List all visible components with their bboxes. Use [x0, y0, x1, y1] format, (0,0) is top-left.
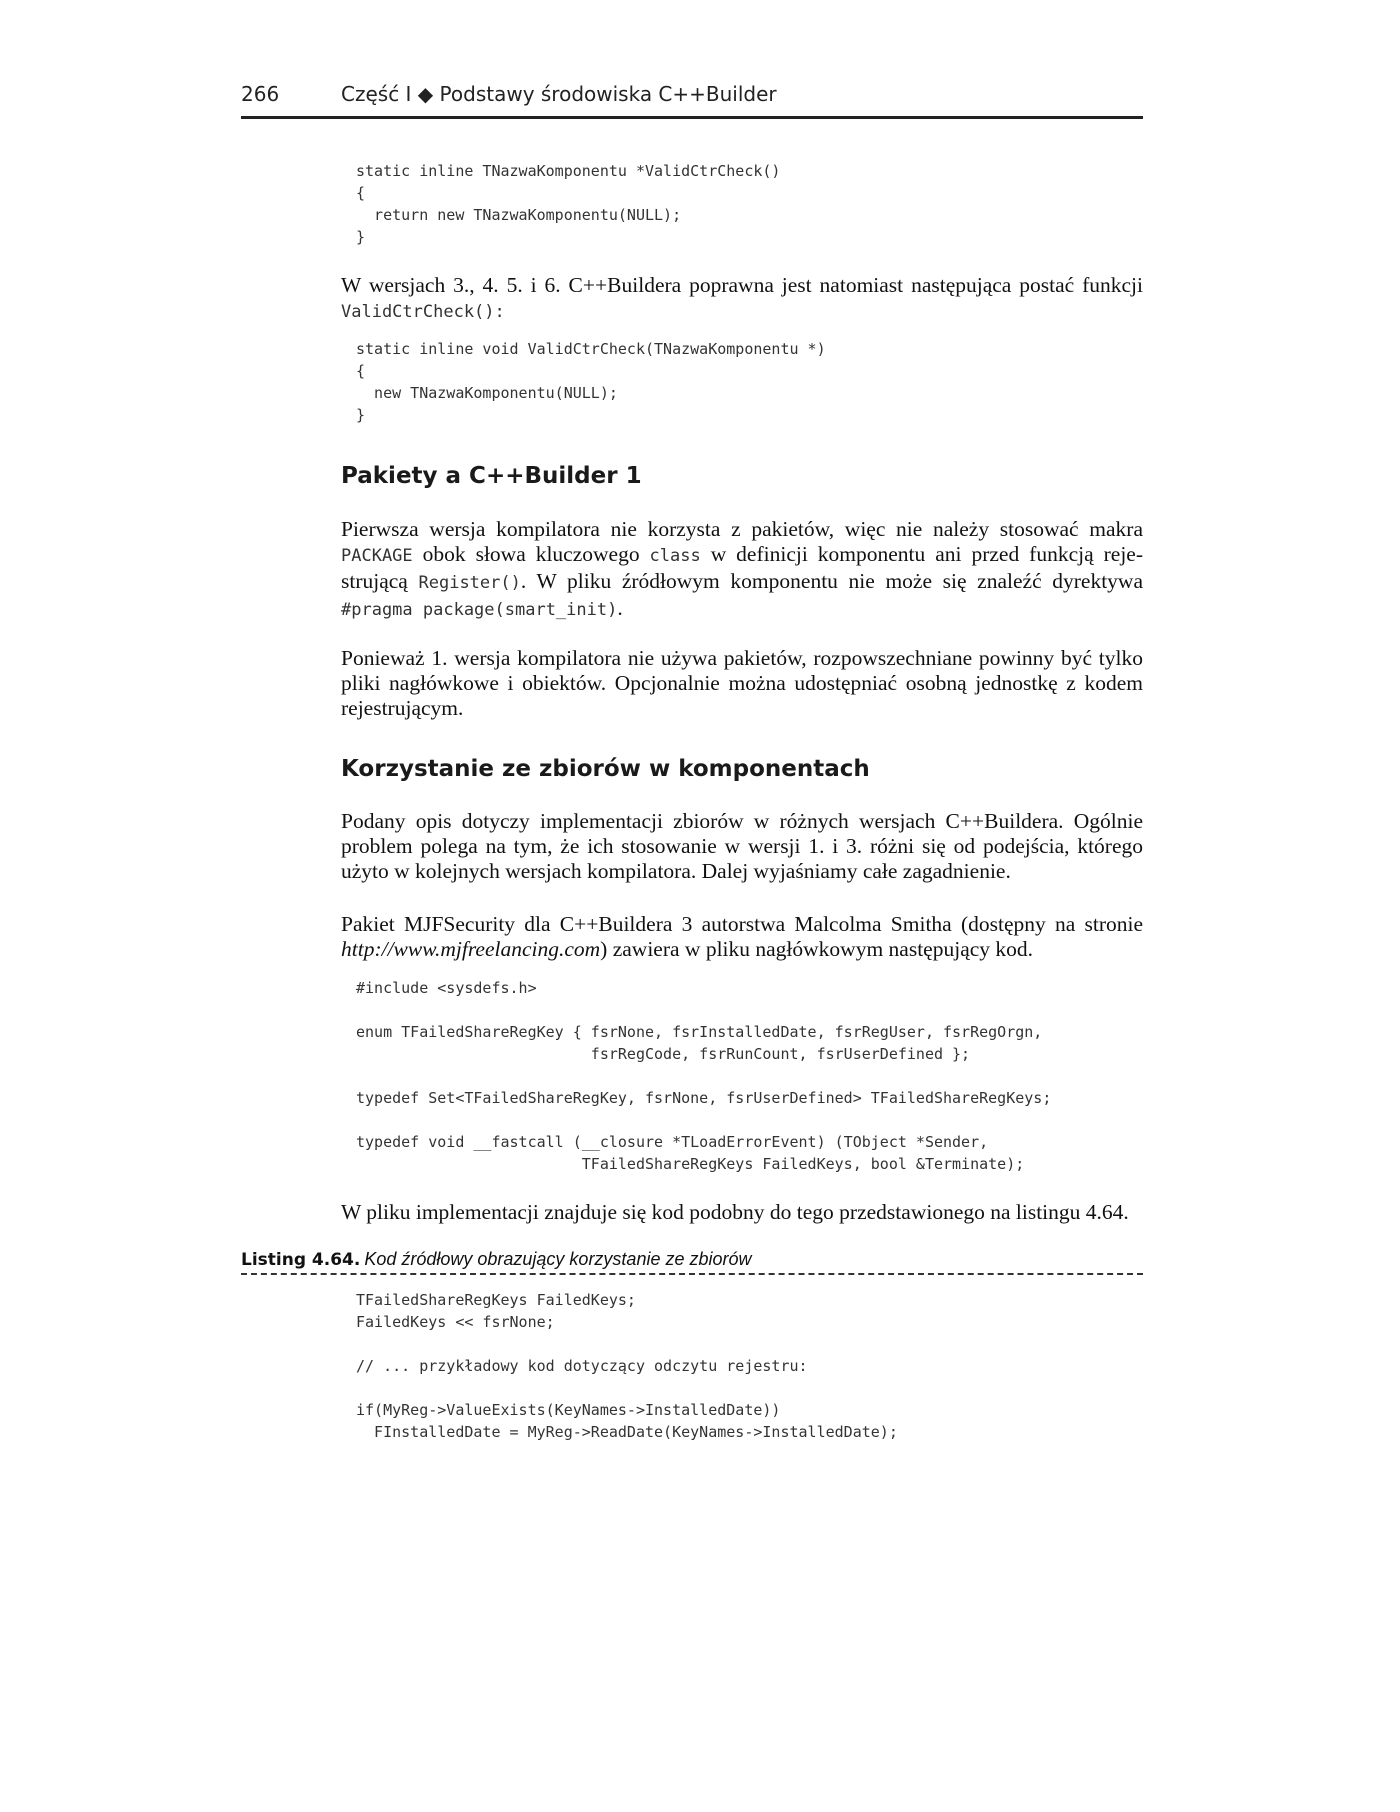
code-line: // ... przykładowy kod dotyczący odczytu rejestru:: [356, 1357, 808, 1375]
code-line: [356, 1377, 1158, 1399]
page-header: [241, 82, 1143, 119]
code-line: return new TNazwaKomponentu(NULL);: [356, 206, 682, 224]
paragraph-text: .: [617, 596, 623, 620]
code-line: TFailedShareRegKeys FailedKeys;: [356, 1291, 636, 1309]
code-line: FailedKeys << fsrNone;: [356, 1313, 555, 1331]
code-block-valid-ctr-check-new: [356, 338, 1158, 426]
code-block-listing: [356, 1289, 1158, 1443]
paragraph-text: W wersjach 3., 4. 5. i 6. C++Buildera poprawna jest natomiast następująca postać funkcji: [341, 273, 1143, 297]
inline-code: Register(): [418, 573, 521, 593]
code-line: if(MyReg->ValueExists(KeyNames->InstalledDate)): [356, 1401, 781, 1419]
section-title: Pakiety a C++Builder 1: [341, 463, 642, 489]
code-block-header-file: [356, 977, 1158, 1175]
page-number: 266: [241, 82, 280, 106]
code-line: TFailedShareRegKeys FailedKeys, bool &Terminate);: [356, 1155, 1025, 1173]
inline-code: class: [649, 546, 701, 566]
inline-code: #pragma package(smart_init): [341, 600, 618, 620]
paragraph-text: Pakiet MJFSecurity dla C++Buildera 3 autorstwa Malcolma Smitha (dostępny na stronie: [341, 912, 1143, 936]
code-line: new TNazwaKomponentu(NULL);: [356, 384, 618, 402]
listing-label: Listing 4.64.: [241, 1250, 361, 1270]
code-block-valid-ctr-check-old: [356, 160, 1158, 248]
code-line: }: [356, 228, 366, 246]
code-line: FInstalledDate = MyReg->ReadDate(KeyNames->InstalledDate);: [356, 1423, 898, 1441]
section-heading-sets: [341, 756, 1143, 782]
paragraph-text: Pierwsza wersja kompilatora nie korzysta z pakietów, więc nie należy stosować makra: [341, 517, 1143, 541]
code-line: static inline void ValidCtrCheck(TNazwaKomponentu *): [356, 340, 826, 358]
code-line: fsrRegCode, fsrRunCount, fsrUserDefined };: [356, 1045, 971, 1063]
paragraph-versions: [341, 273, 1143, 325]
code-line: {: [356, 184, 366, 202]
code-line: [356, 1333, 1158, 1355]
code-line: #include <sysdefs.h>: [356, 979, 537, 997]
code-line: {: [356, 362, 366, 380]
running-title: Część I ◆ Podstawy środowiska C++Builder: [341, 82, 777, 106]
code-line: [356, 1065, 1158, 1087]
url-text: http://www.mjfreelancing.com: [341, 937, 601, 961]
code-line: [356, 999, 1158, 1021]
paragraph-text: . W pliku źródłowym komponentu nie może się znaleźć dyrektywa: [520, 569, 1143, 593]
paragraph-text: ) zawiera w pliku nagłówkowym następujący kod.: [600, 937, 1034, 961]
code-line: typedef Set<TFailedShareRegKey, fsrNone, fsrUserDefined> TFailedShareRegKeys;: [356, 1089, 1052, 1107]
section-title: Korzystanie ze zbiorów w komponentach: [341, 756, 870, 782]
paragraph-sets-3: W pliku implementacji znajduje się kod podobny do tego przedstawionego na listingu 4.64.: [341, 1200, 1129, 1224]
listing-caption: [241, 1249, 1143, 1275]
paragraph-sets-1: Podany opis dotyczy implementacji zbiorów w różnych wersjach C++Buildera. Ogólnie problem polega na tym, że ich stosowanie w wersji 1. i 3. różni się od podejścia, którego użyto w kolejnych wersjach kompilatora. Dalej wyjaśniamy całe zagadnienie.: [341, 809, 1143, 883]
paragraph-packages-2: Ponieważ 1. wersja kompilatora nie używa pakietów, rozpowszechniane powinny być tylko pliki nagłówkowe i obiektów. Opcjonalnie można udostępniać osobną jednostkę z kodem rejestrującym.: [341, 646, 1143, 720]
listing-title: Kod źródłowy obrazujący korzystanie ze zbiorów: [364, 1249, 752, 1269]
code-line: static inline TNazwaKomponentu *ValidCtrCheck(): [356, 162, 781, 180]
paragraph-packages-1: [341, 517, 1143, 623]
code-line: }: [356, 406, 366, 424]
inline-code: ValidCtrCheck():: [341, 302, 505, 322]
code-line: enum TFailedShareRegKey { fsrNone, fsrInstalledDate, fsrRegUser, fsrRegOrgn,: [356, 1023, 1043, 1041]
inline-code: PACKAGE: [341, 546, 413, 566]
paragraph-text: w definicji komponentu ani przed funkcją reje-strującą: [341, 542, 1143, 593]
code-line: typedef void __fastcall (__closure *TLoadErrorEvent) (TObject *Sender,: [356, 1133, 989, 1151]
section-heading-packages: [341, 463, 1143, 489]
code-line: [356, 1109, 1158, 1131]
paragraph-sets-2: [341, 912, 1143, 962]
paragraph-text: obok słowa kluczowego: [412, 542, 650, 566]
